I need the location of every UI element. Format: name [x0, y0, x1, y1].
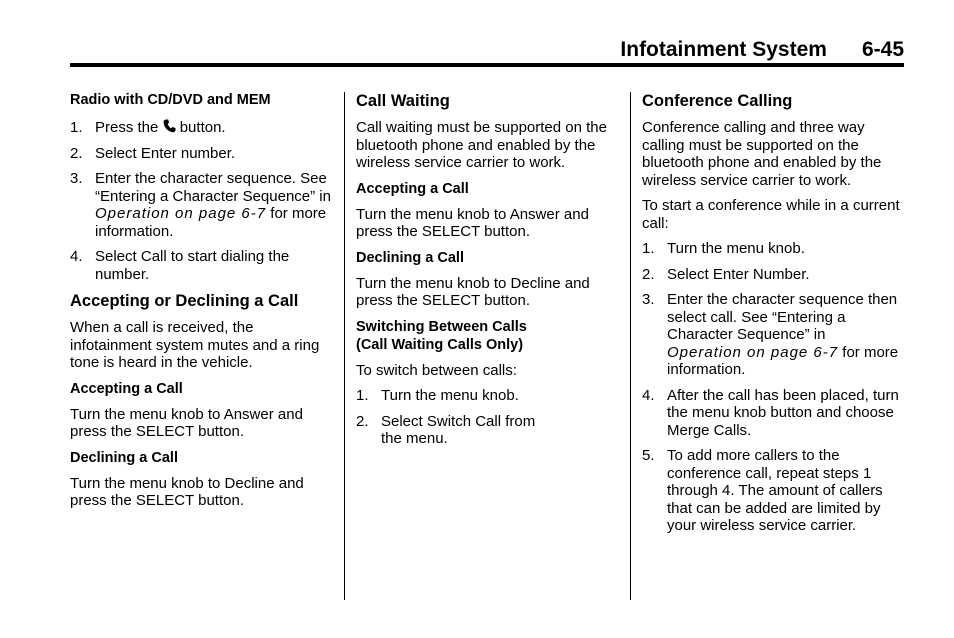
list-item: [356, 413, 620, 448]
step-number: 4.: [70, 248, 83, 265]
page-title: [620, 38, 904, 62]
step-text: Press the: [95, 119, 159, 136]
step-number: 2.: [642, 265, 655, 283]
step-number: 2.: [70, 144, 83, 162]
column-divider: [630, 92, 631, 600]
step-number: 1.: [356, 387, 369, 404]
accepting-heading: Accepting a Call: [356, 180, 469, 197]
list-item: [642, 240, 904, 258]
switch-intro: To switch between calls:: [356, 361, 517, 379]
step-text: Turn the menu knob.: [381, 387, 519, 404]
declining-heading: Declining a Call: [70, 449, 178, 466]
list-item: [356, 387, 620, 405]
list-item: [642, 387, 904, 440]
step-number: 2.: [356, 412, 369, 430]
step-text: Turn the menu knob.: [667, 240, 805, 257]
call-waiting-intro: Call waiting must be supported on the bluetooth phone and enabled by the wireless service carrier to work.: [356, 119, 607, 171]
step-text: Enter the character sequence. See “Entering a Character Sequence” in: [95, 170, 331, 205]
switching-heading-line1: Switching Between Calls: [356, 318, 527, 335]
column-2: [356, 91, 620, 456]
column-1: [70, 91, 332, 518]
page-reference: Operation on page 6-7: [667, 343, 839, 361]
radio-heading: Radio with CD/DVD and MEM: [70, 92, 271, 108]
step-text: After the call has been placed, turn the menu knob button and choose Merge Calls.: [667, 386, 899, 439]
header-rule: [70, 63, 904, 67]
step-number: 5.: [642, 447, 655, 464]
list-item: [70, 119, 332, 137]
column-3: [642, 91, 904, 543]
step-number: 1.: [70, 119, 83, 136]
steps-list: [356, 387, 620, 448]
accept-decline-heading: Accepting or Declining a Call: [70, 292, 299, 310]
phone-icon: [163, 119, 176, 133]
declining-text: Turn the menu knob to Decline and press the SELECT button.: [356, 274, 590, 309]
column-divider: [344, 92, 345, 600]
step-number: 1.: [642, 240, 655, 257]
step-text: To add more callers to the conference call, repeat steps 1 through 4. The amount of callers that can be added are limited by your wireless service carrier.: [667, 447, 883, 534]
steps-list: [70, 119, 332, 283]
step-text: Select Switch Call from the menu.: [381, 412, 536, 447]
step-text: for more information.: [667, 343, 899, 378]
list-item: [642, 291, 904, 379]
accept-decline-intro: When a call is received, the infotainment system mutes and a ring tone is heard in the vehicle.: [70, 319, 320, 371]
accepting-heading: Accepting a Call: [70, 380, 183, 397]
conference-heading: Conference Calling: [642, 92, 793, 110]
page-number: 6-45: [861, 38, 904, 61]
conference-intro: Conference calling and three way calling must be supported on the bluetooth phone and enabled by the wireless service carrier to work.: [642, 119, 882, 189]
list-item: [642, 447, 904, 535]
step-text: button.: [179, 119, 226, 136]
page-reference: Operation on page 6-7: [95, 205, 267, 222]
list-item: [70, 170, 332, 240]
call-waiting-heading: Call Waiting: [356, 92, 450, 110]
declining-heading: Declining a Call: [356, 249, 464, 266]
declining-text: Turn the menu knob to Decline and press the SELECT button.: [70, 474, 304, 509]
step-text: for more information.: [95, 205, 327, 240]
step-number: 4.: [642, 386, 655, 404]
step-text: Enter the character sequence then select call. See “Entering a Character Sequence” in: [667, 291, 898, 343]
step-number: 3.: [70, 170, 83, 187]
switching-heading-line2: (Call Waiting Calls Only): [356, 336, 524, 353]
start-intro: To start a conference while in a current call:: [642, 197, 900, 232]
list-item: [642, 266, 904, 284]
step-number: 3.: [642, 291, 655, 308]
list-item: [70, 145, 332, 163]
switching-heading: [356, 318, 620, 354]
accepting-text: Turn the menu knob to Answer and press the SELECT button.: [356, 205, 589, 240]
step-text: Select Enter Number.: [667, 265, 810, 283]
step-text: Select Enter number.: [95, 144, 236, 162]
list-item: [70, 248, 332, 283]
accepting-text: Turn the menu knob to Answer and press the SELECT button.: [70, 405, 303, 440]
section-title: Infotainment System: [620, 38, 827, 61]
step-text: Select Call to start dialing the number.: [95, 248, 290, 283]
steps-list: [642, 240, 904, 535]
